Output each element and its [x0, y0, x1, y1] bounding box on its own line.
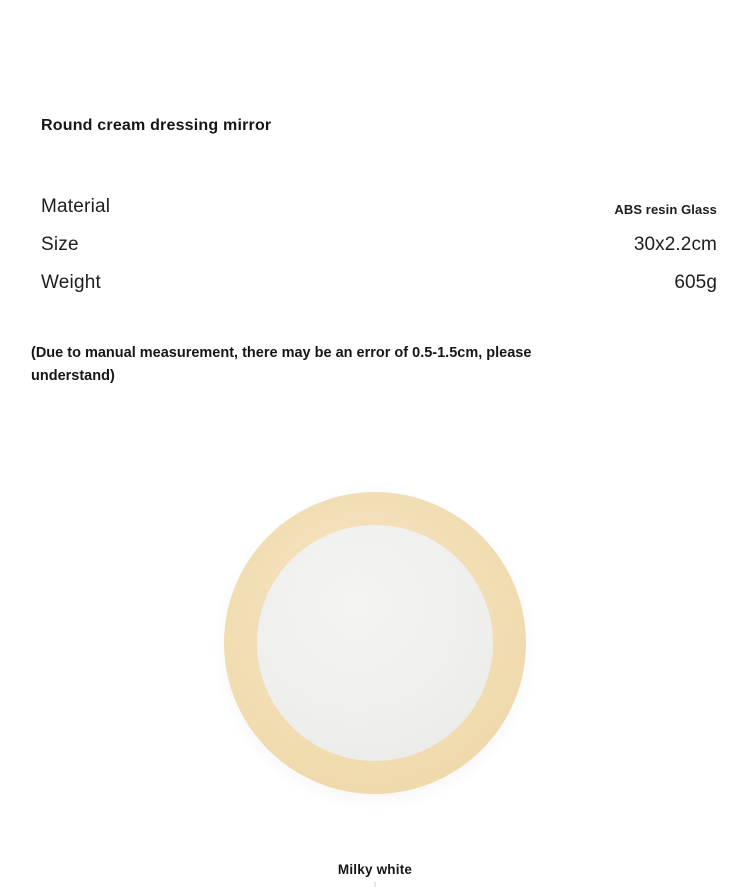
table-row	[41, 234, 717, 272]
product-image	[0, 492, 750, 812]
spec-label-material: Material	[41, 196, 111, 217]
mirror-frame	[224, 492, 526, 794]
spec-value-weight: 605g	[674, 272, 717, 293]
spec-value-size: 30x2.2cm	[633, 234, 717, 255]
mirror-glass	[257, 525, 493, 761]
spec-label-size: Size	[41, 234, 79, 255]
color-pointer-icon	[375, 882, 376, 887]
color-variant-label: Milky white	[337, 862, 413, 877]
table-row	[41, 272, 717, 310]
specification-table	[41, 196, 717, 310]
table-row	[41, 196, 717, 234]
measurement-disclaimer: (Due to manual measurement, there may be an error of 0.5-1.5cm, please understand)	[31, 345, 532, 384]
spec-label-weight: Weight	[41, 272, 101, 293]
page-title: Round cream dressing mirror	[41, 117, 272, 134]
spec-value-material: ABS resin Glass	[614, 202, 717, 217]
